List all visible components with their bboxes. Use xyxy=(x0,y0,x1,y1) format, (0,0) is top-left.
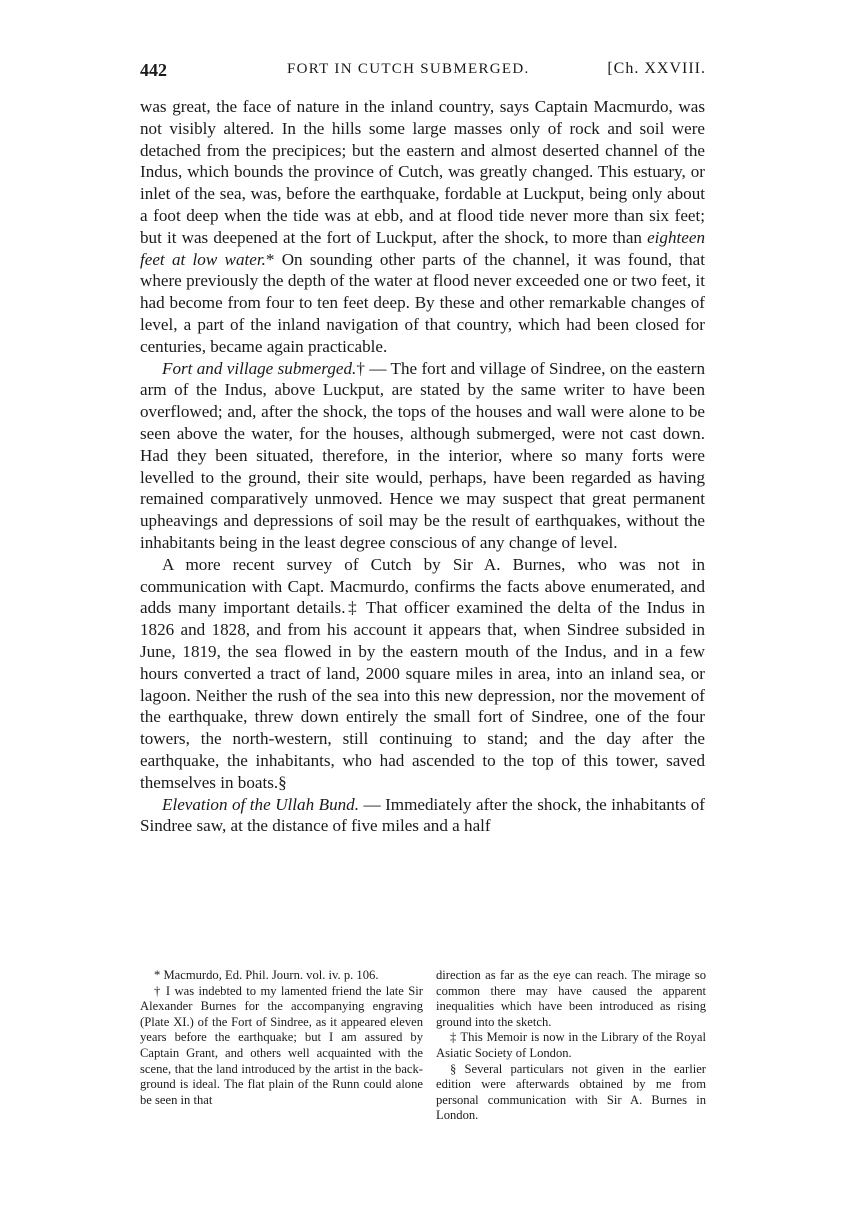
paragraph-text: * On sounding other parts of the channel, it was found, that where previously the depth of the water at flood never exceeded one or two feet, it had become from four to ten feet deep. By these and other remarkable changes of level, a part of the inland navigation of that country, which had been closed for centuries, became again practicable. xyxy=(140,249,705,356)
page-header xyxy=(140,60,706,88)
italic-phrase: eighteen feet at low water. xyxy=(140,227,705,269)
footnote: ‡ This Memoir is now in the Library of the Royal Asiatic Society of London. xyxy=(436,1030,706,1060)
paragraph-text: A more recent survey of Cutch by Sir A. Burnes, who was not in communication with Capt. Macmurdo, confirms the facts above enumerated, and adds many important details.‡ That officer examined the delta of the Indus in 1826 and 1828, and from his account it appears that, when Sindree subsided in June, 1819, the sea flowed in by the eastern mouth of the Indus, and in a few hours converted a tract of land, 2000 square miles in area, into an inland sea, or lagoon. Neither the rush of the sea into this new depression, nor the movement of the earthquake, threw down entirely the small fort of Sindree, one of the four towers, the north-western, still continuing to stand; and the day after the earthquake, the inhabitants, who had ascended to the top of this tower, saved themselves in boats.§ xyxy=(140,554,705,792)
paragraph-burnes xyxy=(140,554,705,794)
footnote: * Macmurdo, Ed. Phil. Journ. vol. iv. p. 106. xyxy=(154,968,379,982)
section-heading: Elevation of the Ullah Bund. xyxy=(162,794,359,814)
page-number: 442 xyxy=(140,60,167,80)
paragraph-ullah-bund xyxy=(140,794,705,838)
footnote: † I was indebted to my lamented friend the late Sir Alexander Burnes for the accompanying engraving (Plate XI.) of the Fort of Sindree, as it appeared eleven years before the earthquake; but I am assured by Captain Grant, and others well acquainted with the scene, that the land introduced by the artist in the back-ground is ideal. The flat plain of the Runn could alone be seen in that xyxy=(140,983,423,1107)
footnote-column-left xyxy=(140,968,423,1108)
footnote: direction as far as the eye can reach. The mirage so common there may have caused the apparent inequalities which have been introduced as rising ground into the sketch. xyxy=(436,968,706,1029)
paragraph-sindree xyxy=(140,358,705,554)
footnote: § Several particulars not given in the earlier edition were afterwards obtained by me from personal communication with Sir A. Burnes in London. xyxy=(436,1061,706,1123)
paragraph-text: † — The fort and village of Sindree, on the eastern arm of the Indus, above Luckput, are stated by the same writer to have been overflowed; and, after the shock, the tops of the houses and wall were alone to be seen above the water, for the houses, although submerged, were not cast down. Had they been situated, therefore, in the interior, where so many forts were levelled to the ground, their site would, perhaps, have been regarded as having remained comparatively unmoved. Hence we may suspect that great permanent upheavings and depressions of soil may be the result of earthquakes, without the inhabitants being in the least degree conscious of any change of level. xyxy=(140,358,705,552)
footnotes xyxy=(140,968,706,1178)
body-text xyxy=(140,96,705,837)
footnote-column-right xyxy=(436,968,706,1124)
paragraph-text: was great, the face of nature in the inland country, says Captain Macmurdo, was not visibly altered. In the hills some large masses only of rock and soil were detached from the precipices; but the eastern and almost deserted channel of the Indus, which bounds the province of Cutch, was greatly changed. This estuary, or inlet of the sea, was, before the earthquake, fordable at Luckput, being only about a foot deep when the tide was at ebb, and at flood tide never more than six feet; but it was deepened at the fort of Luckput, after the shock, to more than xyxy=(140,97,705,247)
running-title: FORT IN CUTCH SUBMERGED. xyxy=(287,61,530,77)
chapter-label: [Ch. XXVIII. xyxy=(607,60,706,77)
section-heading: Fort and village submerged. xyxy=(162,358,357,378)
paragraph-text: — Immediately after the shock, the inhabitants of Sindree saw, at the distance of five miles and a half xyxy=(140,794,705,836)
paragraph-luckput xyxy=(140,96,705,358)
